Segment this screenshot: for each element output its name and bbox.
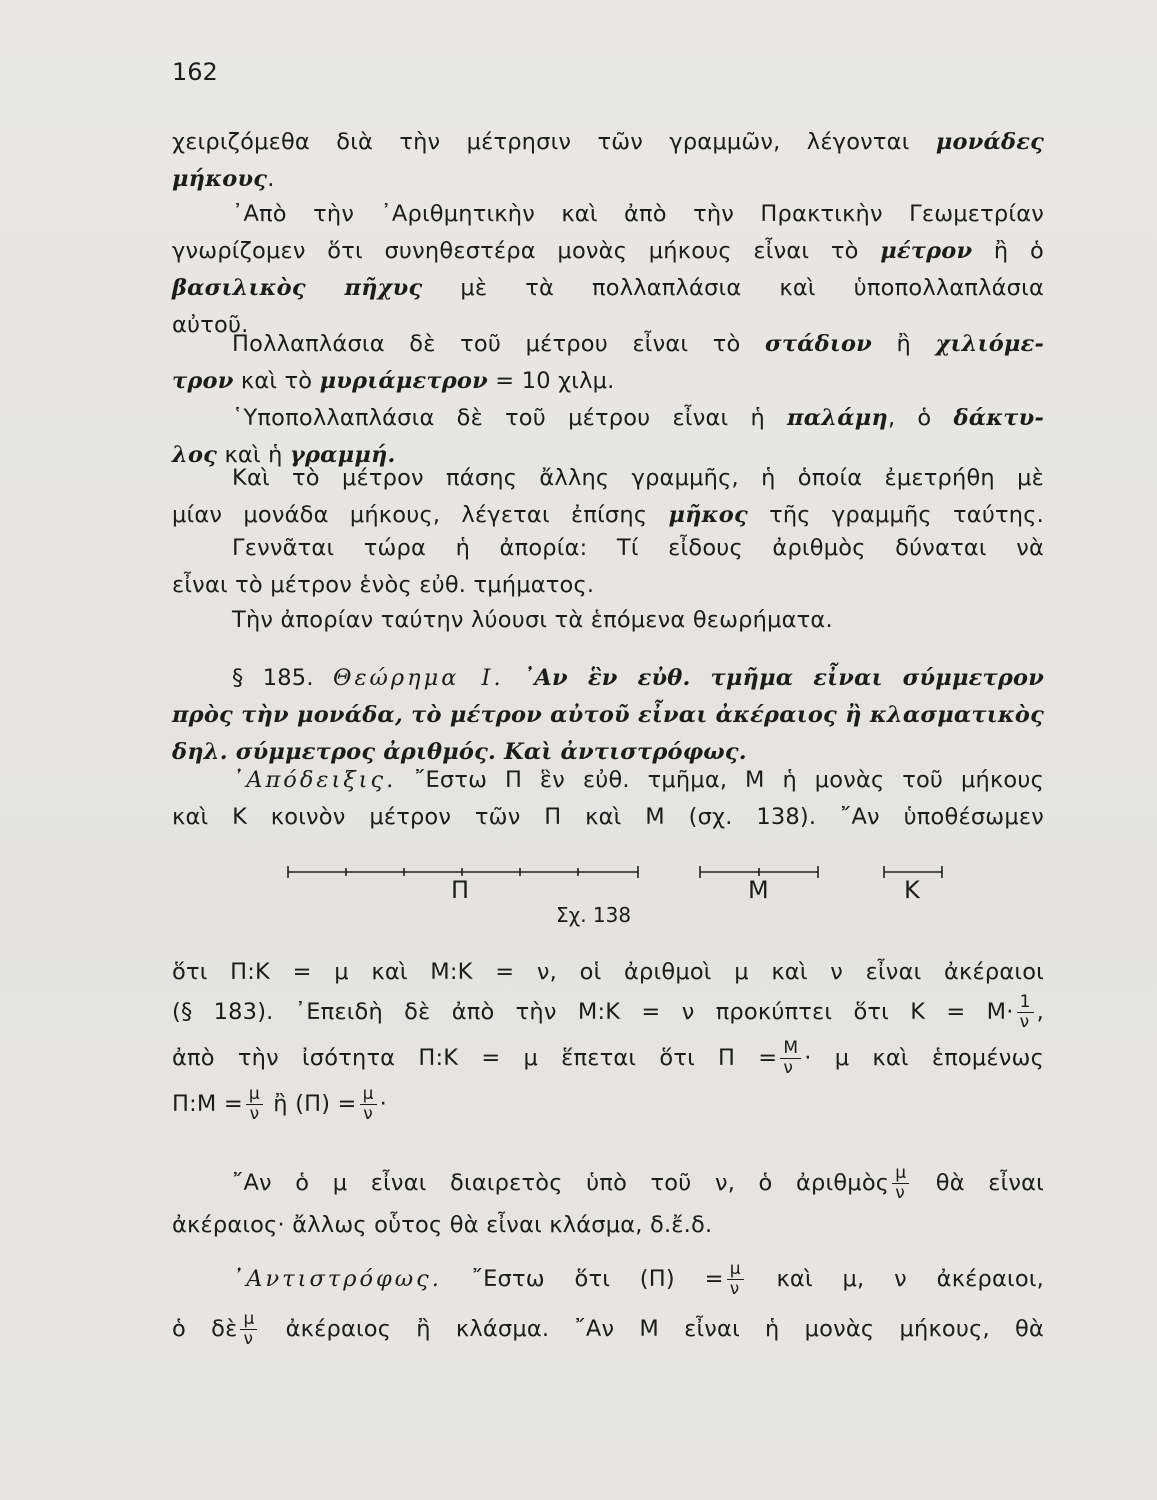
converse bbox=[172, 1258, 1044, 1350]
text-line: Τὴν ἀπορίαν ταύτην λύουσι τὰ ἑπόμενα θεωρήματα. bbox=[232, 607, 833, 633]
fraction: $\frac{1}{\nu}$ bbox=[1017, 993, 1034, 1032]
text-line: εἶναι τὸ μέτρον ἑνὸς εὐθ. τμήματος. bbox=[172, 572, 595, 598]
text-line: τρον καὶ τὸ μυριάμετρον = 10 χιλμ. bbox=[172, 368, 615, 394]
theorem-185 bbox=[172, 660, 1044, 771]
text-line: ὅτι Π:Κ = μ καὶ Μ:Κ = ν, οἱ ἀριθμοὶ μ καὶ ν εἶναι ἀκέραιοι bbox=[172, 959, 1044, 985]
paragraph-divisible bbox=[172, 1162, 1044, 1246]
fraction: $\frac{\mu}{\nu}$ bbox=[360, 1085, 377, 1124]
text-line: Γεννᾶται τώρα ἡ ἀπορία: Τί εἶδους ἀριθμὸς δύναται νὰ bbox=[232, 535, 1044, 561]
fraction: $\frac{\mu}{\nu}$ bbox=[892, 1164, 909, 1203]
text-line: μίαν μονάδα μήκους, λέγεται ἐπίσης μῆκος τῆς γραμμῆς ταύτης. bbox=[172, 502, 1044, 528]
text-line: ῾Υποπολλαπλάσια δὲ τοῦ μέτρου εἶναι ἡ παλάμη, ὁ δάκτυ- bbox=[232, 405, 1044, 431]
paragraph-question bbox=[172, 530, 1044, 604]
label-M: Μ bbox=[748, 876, 769, 904]
converse-label: ᾿Αντιστρόφως. bbox=[232, 1266, 442, 1292]
text-line: αὐτοῦ. bbox=[172, 312, 249, 338]
text-line: πρὸς τὴν μονάδα, τὸ μέτρον αὐτοῦ εἶναι ἀκέραιος ἢ κλασματικὸς bbox=[172, 702, 1044, 728]
text-line: Π:Μ = $\frac{\mu}{\nu}$ ἢ (Π) = $\frac{\mu}{\nu}$ · bbox=[172, 1084, 387, 1124]
fraction: $\frac{M}{\nu}$ bbox=[780, 1039, 801, 1078]
text-line: ὁ δὲ $\frac{\mu}{\nu}$ ἀκέραιος ἢ κλάσμα. ῎Αν Μ εἶναι ἡ μονὰς μήκους, θὰ bbox=[172, 1309, 1044, 1349]
text-line: μήκους. bbox=[172, 166, 275, 192]
text-line: Πολλαπλάσια δὲ τοῦ μέτρου εἶναι τὸ στάδιον ἢ χιλιόμε- bbox=[232, 331, 1044, 357]
text-line: ἀπὸ τὴν ἰσότητα Π:Κ = μ ἕπεται ὅτι Π = $\frac{M}{\nu}$ · μ καὶ ἑπομένως bbox=[172, 1038, 1044, 1078]
text-line: ᾿Απὸ τὴν ᾿Αριθμητικὴν καὶ ἀπὸ τὴν Πρακτικὴν Γεωμετρίαν bbox=[232, 201, 1044, 227]
text-line: καὶ Κ κοινὸν μέτρον τῶν Π καὶ Μ (σχ. 138). ῎Αν ὑποθέσωμεν bbox=[172, 804, 1044, 830]
text-line: γνωρίζομεν ὅτι συνηθεστέρα μονὰς μήκους εἶναι τὸ μέτρον ἢ ὁ bbox=[172, 238, 1044, 264]
proof-label: ᾿Απόδειξις. bbox=[232, 767, 397, 793]
fraction: $\frac{\mu}{\nu}$ bbox=[240, 1310, 257, 1349]
text-line: χειριζόμεθα διὰ τὴν μέτρησιν τῶν γραμμῶν, λέγονται μονάδες bbox=[172, 129, 1044, 155]
text-line: (§ 183). ᾿Επειδὴ δὲ ἀπὸ τὴν Μ:Κ = ν προκύπτει ὅτι Κ = Μ· $\frac{1}{\nu}$ , bbox=[172, 992, 1044, 1032]
section-number: § 185. bbox=[232, 665, 314, 691]
paragraph-answer bbox=[172, 602, 1044, 639]
text-line: ῎Αν ὁ μ εἶναι διαιρετὸς ὑπὸ τοῦ ν, ὁ ἀριθμὸς $\frac{\mu}{\nu}$ θὰ εἶναι bbox=[232, 1163, 1044, 1203]
paragraph-meter bbox=[172, 196, 1044, 344]
text-line: § 185. Θεώρημα I. ᾿Αν ἓν εὐθ. τμῆμα εἶναι σύμμετρον bbox=[232, 665, 1045, 691]
text-line: ᾿Αντιστρόφως. ῎Εστω ὅτι (Π) = $\frac{\mu}{\nu}$ καὶ μ, ν ἀκέραιοι, bbox=[232, 1259, 1044, 1299]
text-line: λος καὶ ἡ γραμμή. bbox=[172, 442, 396, 468]
text-line: ἀκέραιος· ἄλλως οὗτος θὰ εἶναι κλάσμα, δ.ἔ.δ. bbox=[172, 1212, 713, 1238]
paragraph-units bbox=[172, 124, 1044, 198]
text-line: βασιλικὸς πῆχυς μὲ τὰ πολλαπλάσια καὶ ὑποπολλαπλάσια bbox=[172, 275, 1044, 301]
label-K: Κ bbox=[904, 876, 920, 904]
paragraph-length bbox=[172, 460, 1044, 534]
proof bbox=[172, 762, 1044, 836]
page-number: 162 bbox=[172, 58, 218, 86]
text-line: ᾿Απόδειξις. ῎Εστω Π ἓν εὐθ. τμῆμα, Μ ἡ μονὰς τοῦ μήκους bbox=[232, 767, 1044, 793]
paragraph-multiples bbox=[172, 326, 1044, 400]
figure-caption: Σχ. 138 bbox=[556, 903, 632, 927]
fraction: $\frac{\mu}{\nu}$ bbox=[246, 1085, 263, 1124]
fraction: $\frac{\mu}{\nu}$ bbox=[727, 1260, 744, 1299]
text-line: Καὶ τὸ μέτρον πάσης ἄλλης γραμμῆς, ἡ ὁποία ἐμετρήθη μὲ bbox=[232, 465, 1044, 491]
math-derivation bbox=[172, 952, 1044, 1124]
theorem-label: Θεώρημα I. bbox=[333, 665, 504, 691]
text-line: δηλ. σύμμετρος ἀριθμός. Καὶ ἀντιστρόφως. bbox=[172, 739, 747, 765]
label-P: Π bbox=[451, 876, 470, 904]
